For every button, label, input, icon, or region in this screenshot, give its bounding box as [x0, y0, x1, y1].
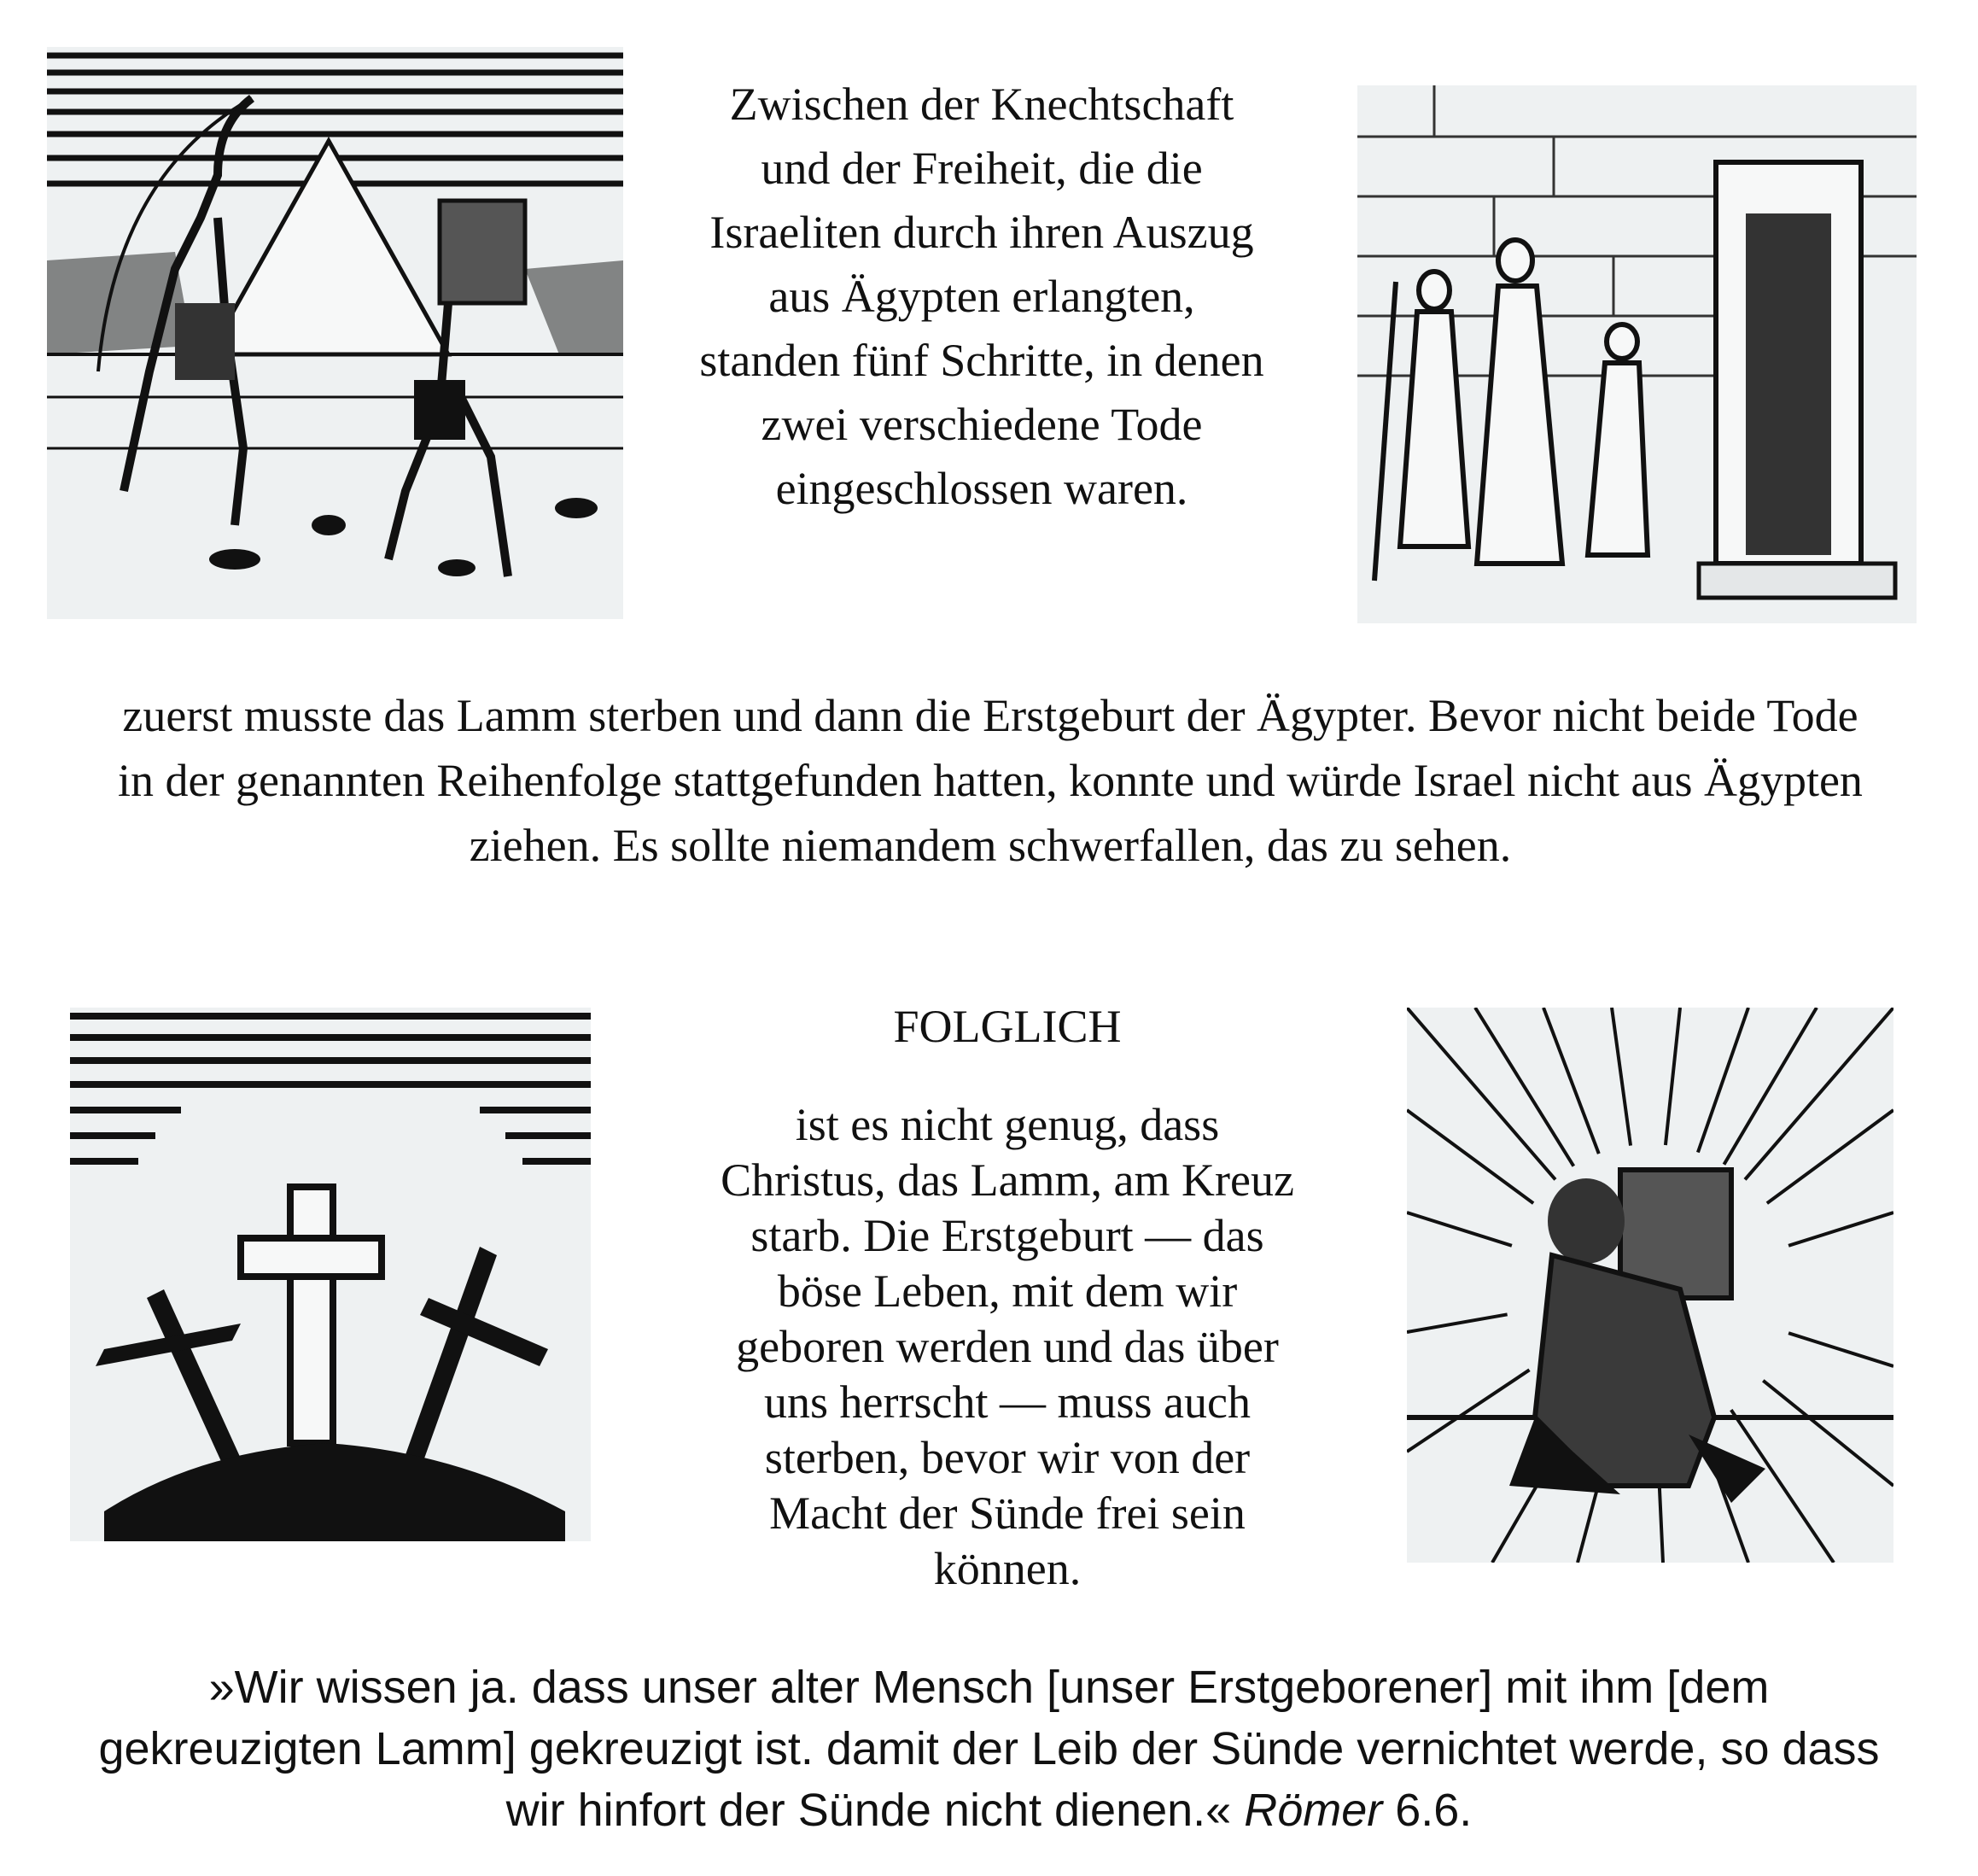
lower-line: uns herrscht — muss auch — [764, 1376, 1251, 1428]
section-heading: FOLGLICH — [893, 1001, 1122, 1052]
middle-line: in der genannten Reihenfolge stattgefunden hatten, konnte und würde Israel nicht aus Ägypten — [118, 755, 1863, 806]
lower-line: böse Leben, mit dem wir — [777, 1265, 1238, 1317]
intro-line: eingeschlossen waren. — [775, 463, 1188, 514]
middle-line: zuerst musste das Lamm sterben und dann die Erstgeburt der Ägypter. Bevor nicht beide Tode — [122, 690, 1858, 741]
intro-paragraph — [598, 73, 1366, 521]
slave-laborers-pyramid-illustration — [47, 47, 623, 619]
pyramid-scene-icon — [47, 47, 623, 619]
intro-line: und der Freiheit, die die — [761, 143, 1203, 194]
middle-paragraph — [34, 683, 1946, 878]
intro-line: standen fünf Schritte, in denen — [699, 335, 1264, 386]
quote-reference-book: Römer — [1244, 1785, 1383, 1836]
quote-line: »Wir wissen ja. dass unser alter Mensch [unser Erstgeborener] mit ihm [dem — [208, 1662, 1770, 1713]
three-crosses-icon — [70, 1008, 591, 1541]
kneeling-man-with-burden-illustration — [1407, 1008, 1893, 1563]
bible-quote — [0, 1657, 1978, 1841]
intro-line: Zwischen der Knechtschaft — [729, 79, 1234, 130]
three-crosses-calvary-illustration — [70, 1008, 591, 1541]
family-passover-door-illustration — [1357, 85, 1917, 623]
quote-reference-verse: 6.6. — [1382, 1785, 1473, 1836]
lower-line: Macht der Sünde frei sein — [769, 1487, 1246, 1539]
lower-paragraph — [657, 1097, 1357, 1597]
lower-line: sterben, bevor wir von der — [764, 1432, 1251, 1483]
lower-line: starb. Die Erstgeburt — das — [750, 1210, 1264, 1261]
lower-line: geboren werden und das über — [736, 1321, 1279, 1372]
passover-door-icon — [1357, 85, 1917, 623]
intro-line: zwei verschiedene Tode — [761, 399, 1203, 450]
middle-line: ziehen. Es sollte niemandem schwerfallen, das zu sehen. — [469, 820, 1512, 871]
lower-line: können. — [933, 1543, 1082, 1594]
quote-line: gekreuzigten Lamm] gekreuzigt ist. damit der Leib der Sünde vernichtet werde, so dass — [98, 1723, 1880, 1774]
quote-text: wir hinfort der Sünde nicht dienen.« — [505, 1785, 1245, 1836]
kneeling-man-icon — [1407, 1008, 1893, 1563]
quote-line-last — [0, 1780, 1978, 1841]
lower-line: Christus, das Lamm, am Kreuz — [721, 1154, 1294, 1206]
lower-line: ist es nicht genug, dass — [795, 1099, 1220, 1150]
intro-line: aus Ägypten erlangten, — [768, 271, 1195, 322]
intro-line: Israeliten durch ihren Auszug — [709, 207, 1254, 258]
